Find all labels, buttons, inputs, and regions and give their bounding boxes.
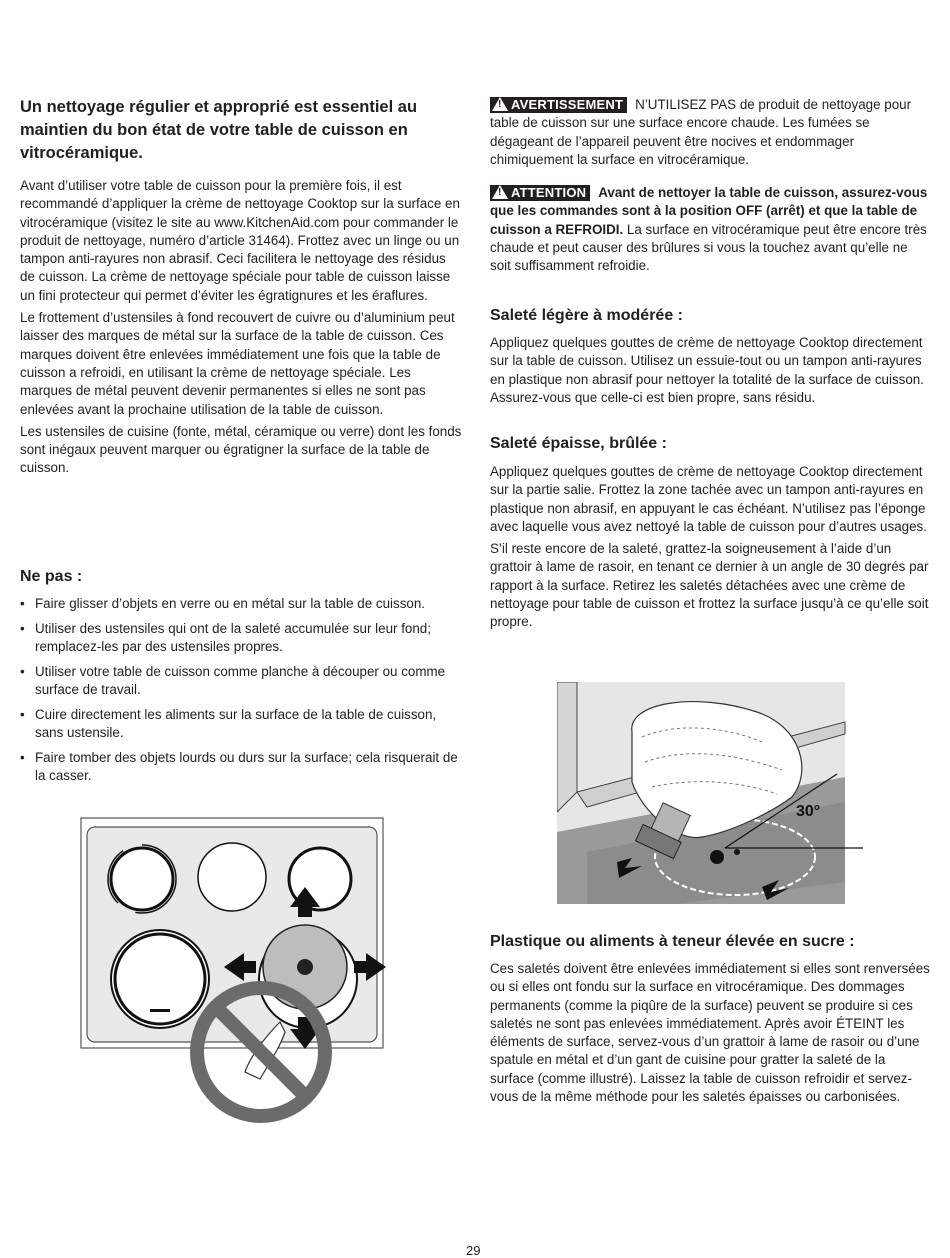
list-item: • Faire tomber des objets lourds ou durs sur la surface; cela risquerait de la casser.	[20, 750, 458, 784]
intro-section	[20, 177, 463, 478]
plastic-sugar-heading: Plastique ou aliments à teneur élevée en sucre :	[490, 933, 855, 950]
scraper-drawing	[557, 682, 867, 904]
list-item: • Utiliser votre table de cuisson comme planche à découper ou comme surface de travail.	[20, 663, 446, 698]
ne-pas-list	[20, 595, 460, 792]
main-heading: Un nettoyage régulier et approprié est essentiel au maintien du bon état de votre table de cuisson en vitrocéramique.	[20, 98, 418, 162]
light-soil-heading: Saleté légère à modérée :	[490, 307, 683, 324]
metal-marks-paragraph: Le frottement d’ustensiles à fond recouvert de cuivre ou d’aluminium peut laisser des marques de métal sur la surface de la table de cuisson. Ces marques doivent être enlevées immédiatement une fois que la table de cuisson a refroidi, en utilisant la crème de nettoyage spéciale. Les marques de métal peuvent devenir permanentes si elles ne sont pas enlevées avant la prochaine utilisation de la table de cuisson.	[20, 310, 455, 417]
heavy-soil-heading: Saleté épaisse, brûlée :	[490, 435, 667, 452]
scraper-illustration	[557, 682, 867, 904]
plastic-sugar-paragraph: Ces saletés doivent être enlevées immédiatement si elles sont renversées ou si elles ont fondu sur la surface en vitrocéramique. Des dommages permanents (comme la piqûre de la surface) peuvent se produire si ces saletés ne sont pas enlevées immédiatement. Après avoir ÉTEINT les éléments de surface, servez-vous d’un grattoir à lame de rasoir ou d’une spatule en métal et d’un gant de cuisine pour gratter la saleté de la surface (comme illustré). Laissez la table de cuisson refroidir et servez-vous de la même méthode pour les saletés épaisses ou carbonisées.	[490, 961, 930, 1105]
attention-section	[490, 184, 930, 275]
warning-section	[490, 96, 930, 169]
page-number: 29	[466, 1243, 481, 1258]
heavy-soil-section	[490, 463, 930, 632]
angle-label: 30°	[796, 803, 821, 820]
bullet: •	[20, 706, 25, 722]
heavy-soil-paragraph: Appliquez quelques gouttes de crème de nettoyage Cooktop directement sur la partie salie. Frottez la zone tachée avec un tampon anti-rayures en plastique non abrasif, en appuyant le cas échéant. N’utilisez pas l’éponge avec laquelle vous avez nettoyé la table de cuisson pour d’autres usages.	[490, 464, 927, 534]
warning-label: ! AVERTISSEMENT	[490, 97, 627, 113]
warning-paragraph: ! AVERTISSEMENT N’UTILISEZ PAS de produit de nettoyage pour table de cuisson sur une surface encore chaude. Les fumées se dégageant de l’appareil peuvent être nocives et endommager chimiquement la surface en vitrocéramique.	[490, 97, 912, 167]
scraper-paragraph: S’il reste encore de la saleté, grattez-la soigneusement à l’aide d’un grattoir à lame de rasoir, en tenant ce dernier à un angle de 30 degrés par rapport à la surface. Retirez les saletés détachées avec une crème de nettoyage pour table de cuisson et frottez la surface jusqu’à ce qu’elle soit propre.	[490, 541, 929, 630]
bullet: •	[20, 620, 25, 636]
list-item: • Faire glisser d’objets en verre ou en métal sur la table de cuisson.	[20, 595, 460, 613]
warning-triangle-icon: !	[492, 97, 508, 111]
intro-paragraph: Avant d’utiliser votre table de cuisson pour la première fois, il est recommandé d’appliquer la crème de nettoyage Cooktop sur la surface en vitrocéramique (visitez le site au www.KitchenAid.com pour commander le produit de nettoyage, numéro d’article 31464). Frottez avec un linge ou un tampon anti-rayures non abrasif. Ceci facilitera le nettoyage des résidus de cuisson. La crème de nettoyage spéciale pour table de cuisson laisse un fini protecteur qui permet d’éviter les égratignures et les éraflures.	[20, 178, 460, 303]
bullet: •	[20, 663, 25, 679]
light-soil-paragraph: Appliquez quelques gouttes de crème de nettoyage Cooktop directement sur la table de cuisson. Utilisez un essuie-tout ou un tampon anti-rayures en plastique non abrasif pour nettoyer la totalité de la surface de cuisson. Assurez-vous que celle-ci est bien propre, sans résidu.	[490, 335, 924, 405]
bullet: •	[20, 596, 25, 611]
cooktop-no-sliding-illustration	[80, 817, 392, 1127]
attention-paragraph: ! ATTENTION Avant de nettoyer la table de cuisson, assurez-vous que les commandes sont à la position OFF (arrêt) et que la table de cuisson a REFROIDI. La surface en vitrocéramique peut être encore très chaude et peut causer des brûlures si vous la touchez avant qu’elle ne soit suffisamment refroidie.	[490, 185, 928, 274]
warning-triangle-icon: !	[492, 185, 508, 199]
ne-pas-heading: Ne pas :	[20, 568, 83, 585]
list-item: • Utiliser des ustensiles qui ont de la saleté accumulée sur leur fond; remplacez-les par des ustensiles propres.	[20, 620, 431, 655]
uneven-bottoms-paragraph: Les ustensiles de cuisine (fonte, métal, céramique ou verre) dont les fonds sont inégaux peuvent marquer ou égratigner la surface de la table de cuisson.	[20, 423, 462, 476]
attention-label: ! ATTENTION	[490, 185, 590, 201]
bullet: •	[20, 750, 25, 766]
list-item: • Cuire directement les aliments sur la surface de la table de cuisson, sans ustensile.	[20, 706, 437, 741]
